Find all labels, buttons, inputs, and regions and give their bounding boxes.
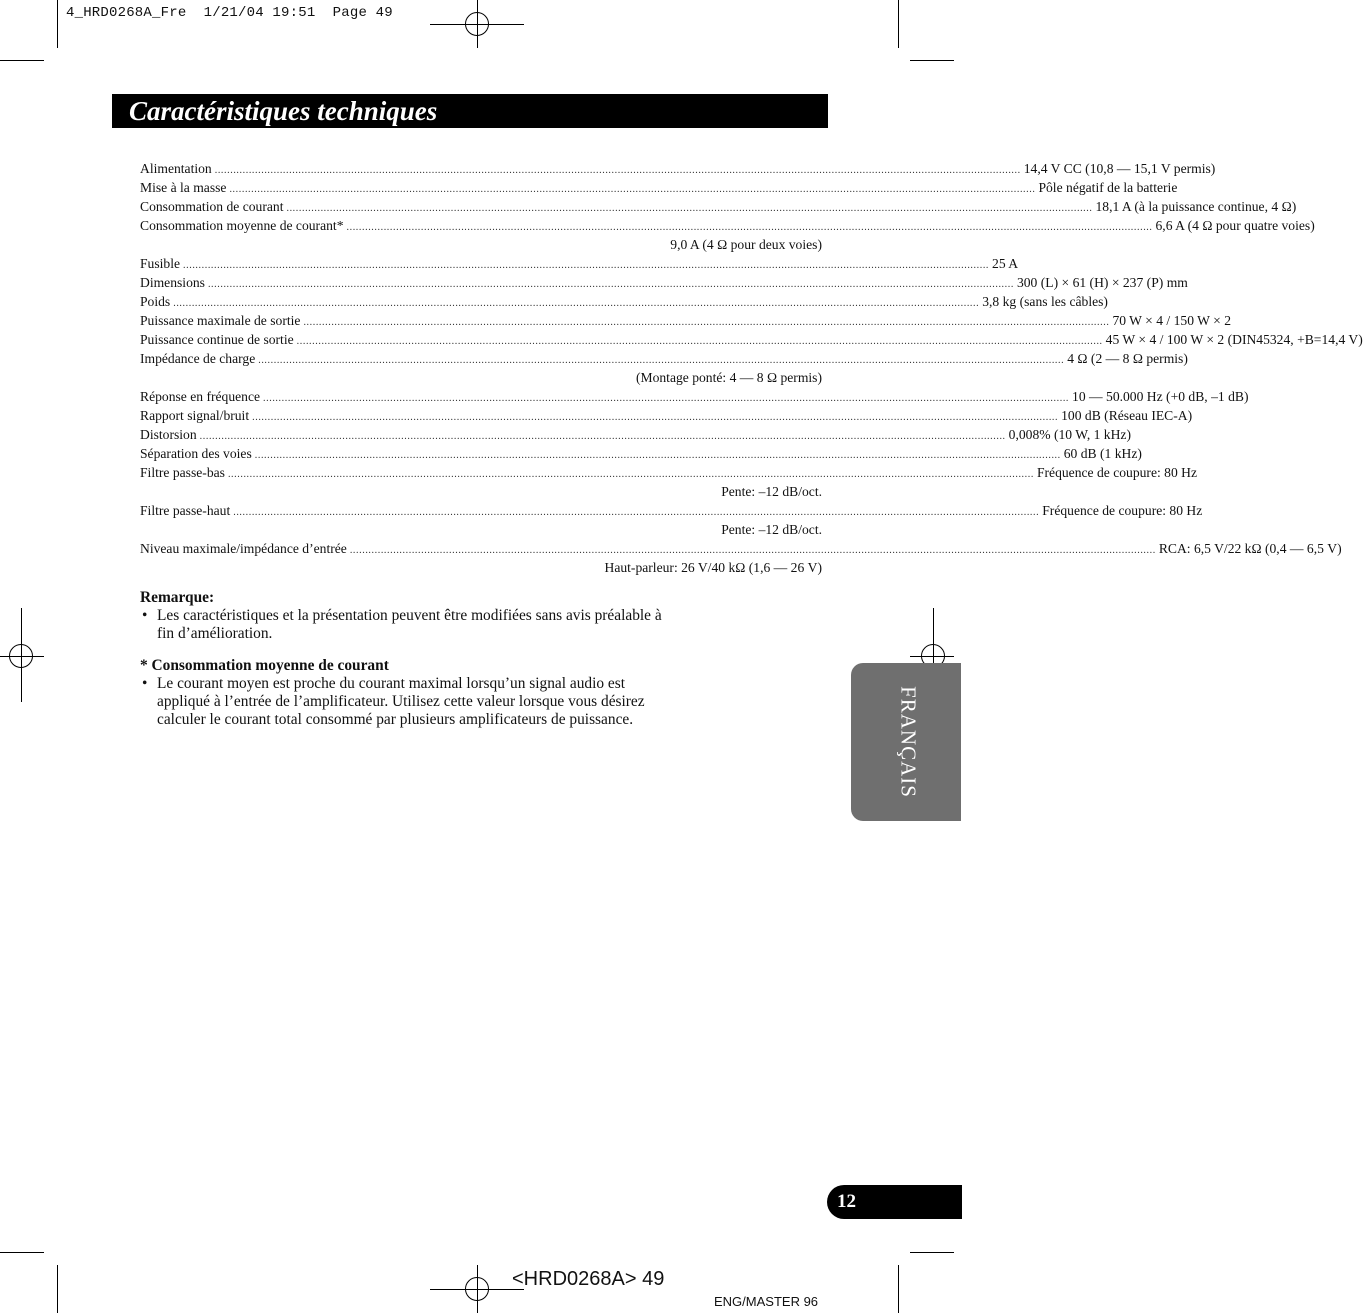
spec-value: 14,4 V CC (10,8 — 15,1 V permis): [1023, 161, 1216, 176]
spec-value: 300 (L) × 61 (H) × 237 (P) mm: [1016, 275, 1188, 290]
spec-label: Puissance continue de sortie: [140, 332, 294, 347]
spec-row: [140, 254, 1019, 273]
spec-row: [140, 444, 1142, 463]
spec-label: Impédance de charge: [140, 351, 256, 366]
print-slug: 4_HRD0268A_Fre 1/21/04 19:51 Page 49: [66, 5, 393, 21]
remark-line: Les caractéristiques et la présentation peuvent être modifiées sans avis préalable à: [157, 607, 662, 624]
spec-label: Poids: [140, 294, 171, 309]
spec-row: [140, 349, 1188, 368]
consumption-note-line: Le courant moyen est proche du courant maximal lorsqu’un signal audio est: [157, 675, 626, 692]
spec-value: Fréquence de coupure: 80 Hz: [1042, 503, 1203, 518]
spec-row: [140, 273, 1188, 292]
spec-label: Réponse en fréquence: [140, 389, 261, 404]
spec-value: 45 W × 4 / 100 W × 2 (DIN45324, +B=14,4 V): [1105, 332, 1363, 347]
spec-row: [140, 501, 1203, 520]
dot-leader: ....................................................................................................................................................................................................................................................................: [296, 336, 1103, 347]
dot-leader: ....................................................................................................................................................................................................................................................................: [263, 393, 1070, 404]
dot-leader: ....................................................................................................................................................................................................................................................................: [173, 298, 980, 309]
spec-label: Consommation de courant: [140, 199, 284, 214]
dot-leader: ....................................................................................................................................................................................................................................................................: [346, 222, 1153, 233]
footer-master: ENG/MASTER 96: [714, 1294, 819, 1309]
spec-row: [140, 463, 1197, 482]
spec-row: [140, 178, 1178, 197]
dot-leader: ....................................................................................................................................................................................................................................................................: [199, 431, 1006, 442]
dot-leader: ....................................................................................................................................................................................................................................................................: [229, 184, 1036, 195]
spec-label: Filtre passe-bas: [140, 465, 225, 480]
language-label: FRANÇAIS: [896, 686, 921, 798]
dot-leader: ....................................................................................................................................................................................................................................................................: [183, 260, 990, 271]
spec-value: 100 dB (Réseau IEC-A): [1061, 408, 1193, 423]
spec-value: 6,6 A (4 Ω pour quatre voies): [1155, 218, 1315, 233]
spec-value-continuation: Haut-parleur: 26 V/40 kΩ (1,6 — 26 V): [604, 560, 822, 575]
spec-value: 25 A: [992, 256, 1019, 271]
spec-value: RCA: 6,5 V/22 kΩ (0,4 — 6,5 V): [1158, 541, 1342, 556]
footer-code: <HRD0268A> 49: [512, 1268, 665, 1290]
spec-value-continuation: (Montage ponté: 4 — 8 Ω permis): [635, 370, 822, 385]
spec-value: Pôle négatif de la batterie: [1038, 180, 1178, 195]
dot-leader: ....................................................................................................................................................................................................................................................................: [227, 469, 1034, 480]
spec-row: [140, 387, 1249, 406]
spec-value-continuation: Pente: –12 dB/oct.: [721, 522, 822, 537]
spec-row: [140, 197, 1297, 216]
spec-row: [140, 539, 1342, 558]
spec-value-continuation: 9,0 A (4 Ω pour deux voies): [670, 237, 822, 252]
spec-label: Mise à la masse: [140, 180, 227, 195]
dot-leader: ....................................................................................................................................................................................................................................................................: [286, 203, 1093, 214]
spec-label: Puissance maximale de sortie: [140, 313, 301, 328]
page-number: 12: [837, 1191, 856, 1212]
spec-value-continuation: Pente: –12 dB/oct.: [721, 484, 822, 499]
spec-row: [140, 292, 1108, 311]
specs-list: [140, 159, 1363, 577]
spec-value: 70 W × 4 / 150 W × 2: [1112, 313, 1231, 328]
spec-row: [140, 159, 1216, 178]
spec-row: [140, 311, 1231, 330]
consumption-note-title: * Consommation moyenne de courant: [140, 657, 389, 674]
dot-leader: ....................................................................................................................................................................................................................................................................: [207, 279, 1014, 290]
consumption-note-item: [140, 675, 700, 729]
spec-label: Consommation moyenne de courant*: [140, 218, 344, 233]
spec-label: Séparation des voies: [140, 446, 252, 461]
spec-row: [140, 216, 1315, 235]
spec-label: Rapport signal/bruit: [140, 408, 250, 423]
consumption-note-line: calculer le courant total consommé par plusieurs amplificateurs de puissance.: [157, 711, 634, 728]
spec-value: Fréquence de coupure: 80 Hz: [1036, 465, 1197, 480]
spec-label: Distorsion: [140, 427, 197, 442]
page-number-tab: [827, 1185, 962, 1219]
dot-leader: ....................................................................................................................................................................................................................................................................: [349, 545, 1156, 556]
language-tab: [851, 663, 961, 821]
spec-row: [140, 406, 1193, 425]
spec-row: [140, 330, 1363, 349]
dot-leader: ....................................................................................................................................................................................................................................................................: [233, 507, 1040, 518]
spec-value: 10 — 50.000 Hz (+0 dB, –1 dB): [1072, 389, 1249, 404]
spec-label: Fusible: [140, 256, 181, 271]
dot-leader: ....................................................................................................................................................................................................................................................................: [303, 317, 1110, 328]
dot-leader: ....................................................................................................................................................................................................................................................................: [214, 165, 1021, 176]
spec-label: Filtre passe-haut: [140, 503, 231, 518]
spec-label: Niveau maximale/impédance d’entrée: [140, 541, 347, 556]
notes-section: [140, 589, 700, 729]
remark-title: Remarque:: [140, 589, 215, 606]
spec-row: [140, 425, 1131, 444]
spec-value: 3,8 kg (sans les câbles): [982, 294, 1108, 309]
dot-leader: ....................................................................................................................................................................................................................................................................: [252, 412, 1059, 423]
remark-item: [140, 607, 700, 643]
spec-label: Dimensions: [140, 275, 205, 290]
spec-value: 60 dB (1 kHz): [1063, 446, 1142, 461]
dot-leader: ....................................................................................................................................................................................................................................................................: [258, 355, 1065, 366]
consumption-note-line: appliqué à l’entrée de l’amplificateur. Utilisez cette valeur lorsque vous désirez: [157, 693, 645, 710]
spec-value: 4 Ω (2 — 8 Ω permis): [1067, 351, 1188, 366]
bullet: •: [142, 675, 148, 692]
spec-value: 18,1 A (à la puissance continue, 4 Ω): [1095, 199, 1297, 214]
spec-label: Alimentation: [140, 161, 212, 176]
spec-value: 0,008% (10 W, 1 kHz): [1008, 427, 1131, 442]
remark-line: fin d’amélioration.: [157, 625, 273, 642]
title-bar: [112, 94, 828, 128]
page-title: Caractéristiques techniques: [129, 96, 438, 126]
bullet: •: [142, 607, 148, 624]
dot-leader: ....................................................................................................................................................................................................................................................................: [254, 450, 1061, 461]
